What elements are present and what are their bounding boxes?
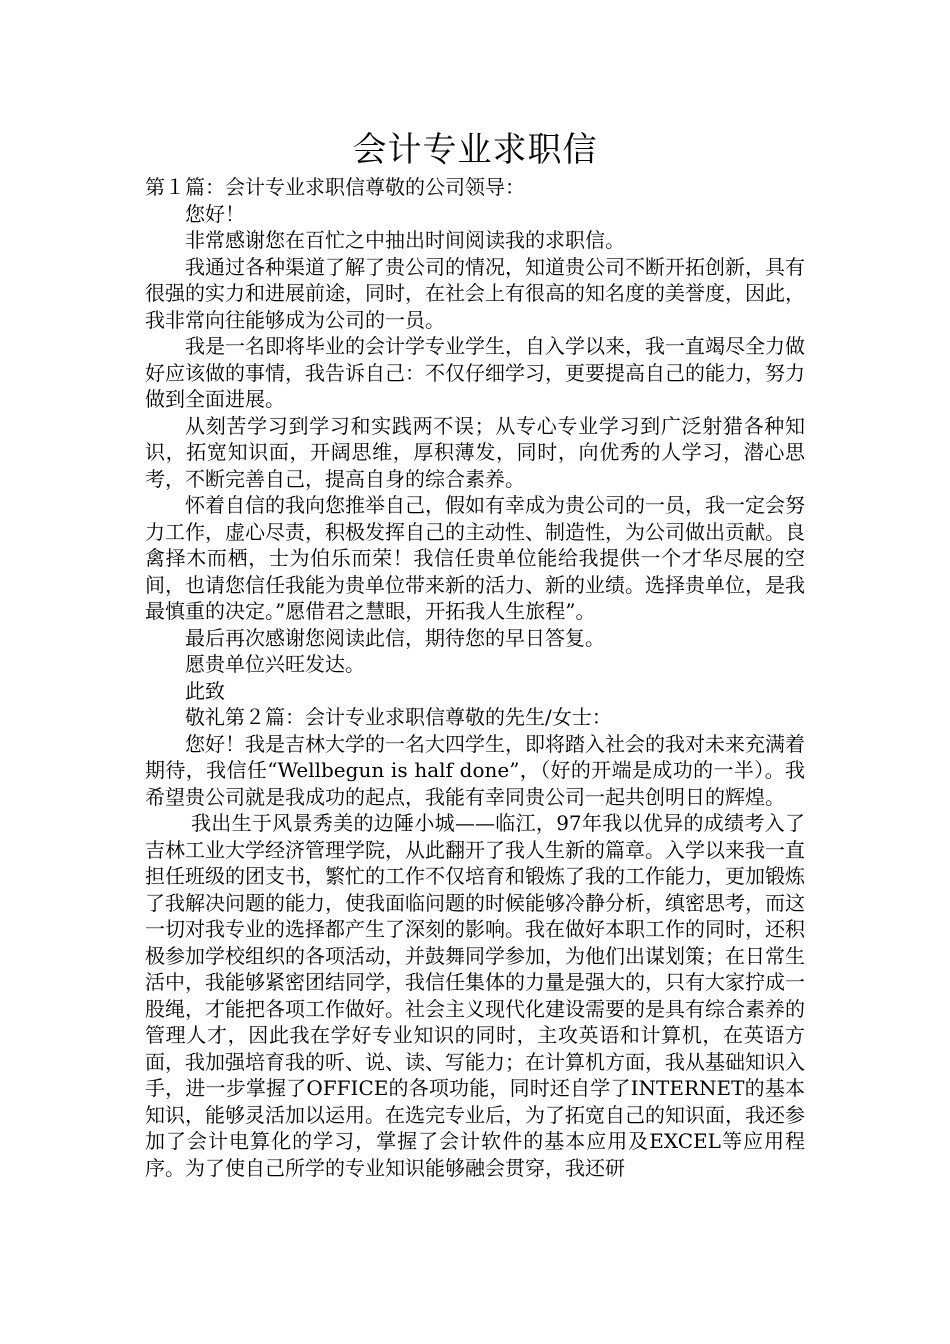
paragraph-thanks: 非常感谢您在百忙之中抽出时间阅读我的求职信。 [185,228,625,252]
paragraph-background: 我出生于风景秀美的边陲小城——临江，97年我以优异的成绩考入了吉林工业大学经济管理学院，从此翻开了我人生新的篇章。入学以来我一直担任班级的团支书，繁忙的工作不仅培育和锻炼了我的工作能力，更加锻炼了我解决问题的能力，使我面临问题的时候能够冷静分析，缜密思考，而这一切对我专业的选择都产生了深刻的影响。我在做好本职工作的同时，还积极参加学校组织的各项活动，并鼓舞同学参加，为他们出谋划策；在日常生活中，我能够紧密团结同学，我信任集体的力量是强大的，只有大家拧成一股绳，才能把各项工作做好。社会主义现代化建设需要的是具有综合素养的管理人才，因此我在学好专业知识的同时，主攻英语和计算机，在英语方面，我加强培育我的听、说、读、写能力；在计算机方面，我从基础知识入手，进一步掌握了OFFICE的各项功能，同时还自学了INTERNET的基本知识，能够灵活加以运用。在选完专业后，为了拓宽自己的知识面，我还参加了会计电算化的学习，掌握了会计软件的基本应用及EXCEL等应用程序。为了使自己所学的专业知识能够融会贯穿，我还研 [145,811,805,1180]
paragraph-greeting-2: 您好！我是吉林大学的一名大四学生，即将踏入社会的我对未来充满着期待，我信任“Wellbegun is half done”，（好的开端是成功的一半）。我希望贵公司就是我成功的起点，我能有幸同贵公司一起共创明日的辉煌。 [145,731,805,809]
paragraph-cizhi: 此致 [185,678,225,703]
paragraph-self-intro: 我是一名即将毕业的会计学专业学生，自入学以来，我一直竭尽全力做好应该做的事情，我告诉自己：不仅仔细学习，更要提高自己的能力，努力做到全面进展。 [145,334,805,411]
document-page [145,128,805,1181]
paragraph-study: 从刻苦学习到学习和实践两不误；从专心专业学习到广泛射猎各种知识，拓宽知识面，开阔思维，厚积薄发，同时，向优秀的人学习，潜心思考，不断完善自己，提高自身的综合素养。 [145,413,805,491]
paragraph-wish: 愿贵单位兴旺发达。 [185,652,365,676]
paragraph-closing-thanks: 最后再次感谢您阅读此信，期待您的早日答复。 [185,625,605,650]
paragraph-greeting: 您好！ [185,201,245,226]
paragraph-heading-1: 第１篇：会计专业求职信尊敬的公司领导： [145,175,525,199]
paragraph-recommendation: 怀着自信的我向您推举自己，假如有幸成为贵公司的一员，我一定会努力工作，虚心尽责，积极发挥自己的主动性、制造性，为公司做出贡献。良禽择木而栖，士为伯乐而荣！我信任贵单位能给我提供一个才华尽展的空间，也请您信任我能为贵单位带来新的活力、新的业绩。选择贵单位，是我最慎重的决定。”愿借君之慧眼，开拓我人生旅程”。 [145,493,805,623]
paragraph-heading-2: 敬礼第２篇：会计专业求职信尊敬的先生/女士： [185,705,612,729]
document-title: 会计专业求职信 [352,130,598,170]
paragraph-company-intro: 我通过各种渠道了解了贵公司的情况，知道贵公司不断开拓创新，具有很强的实力和进展前途，同时，在社会上有很高的知名度的美誉度，因此，我非常向往能够成为公司的一员。 [145,254,805,332]
